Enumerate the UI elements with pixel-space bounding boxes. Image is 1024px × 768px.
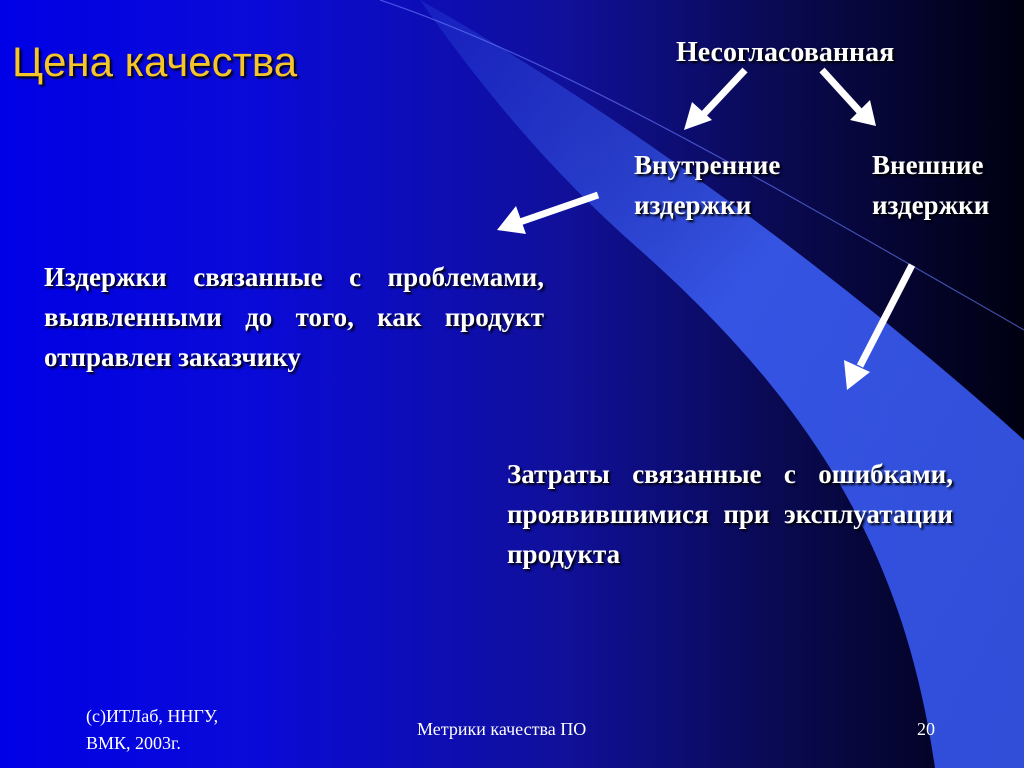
arrow-down-long-icon bbox=[844, 265, 912, 390]
external-costs-description: Затраты связанные с ошибками, проявившимися при эксплуатации продукта bbox=[507, 459, 953, 569]
arrow-left-icon bbox=[497, 195, 598, 234]
footer-course-title: Метрики качества ПО bbox=[417, 719, 587, 739]
footer-copyright: (c)ИТЛаб, ННГУ, ВМК, 2003г. bbox=[86, 706, 219, 753]
internal-costs-label: Внутренние издержки bbox=[634, 150, 781, 220]
external-costs-label: Внешние издержки bbox=[872, 150, 990, 220]
page-number: 20 bbox=[917, 719, 935, 739]
arrow-down-left-icon bbox=[684, 70, 745, 130]
arrow-down-right-icon bbox=[822, 70, 876, 126]
top-label: Несогласованная bbox=[676, 37, 895, 68]
slide-title: Цена качества bbox=[12, 38, 298, 85]
internal-costs-description: Издержки связанные с проблемами, выявленными до того, как продукт отправлен заказчику bbox=[44, 262, 544, 372]
